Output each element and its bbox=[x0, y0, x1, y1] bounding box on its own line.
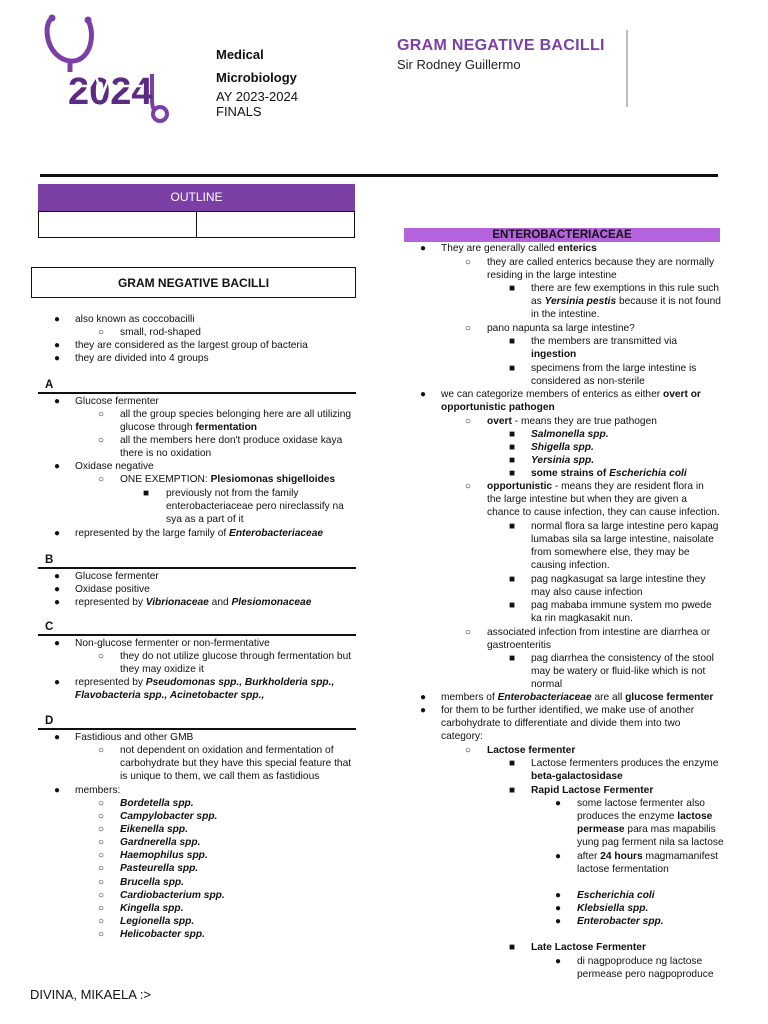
group-rule bbox=[38, 567, 356, 569]
bullet-square: ■ bbox=[509, 455, 516, 466]
course-line-2: Microbiology bbox=[216, 70, 297, 85]
text-line: the members are transmitted via bbox=[531, 336, 678, 347]
bullet-circle: ○ bbox=[465, 627, 472, 638]
bullet-disc: ● bbox=[555, 890, 562, 901]
course-title bbox=[216, 43, 297, 89]
section-title-highlight: ENTEROBACTERIACEAE bbox=[404, 228, 720, 242]
text-line: there are few exemptions in this rule such bbox=[531, 283, 719, 294]
text-line: lactose fermentation bbox=[577, 864, 669, 875]
member-item: Helicobacter spp. bbox=[120, 929, 205, 940]
bullet-circle: ○ bbox=[98, 824, 105, 835]
group-label-c: C bbox=[45, 621, 54, 633]
bullet-disc: ● bbox=[54, 584, 61, 595]
text-line: ka rin magkasakit nun. bbox=[531, 613, 633, 624]
text-line: permease para mas mapabilis bbox=[577, 824, 716, 835]
text-line: Late Lactose Fermenter bbox=[531, 942, 646, 953]
text-line: may also cause infection bbox=[531, 587, 643, 598]
text-line: carbohydrate but they have this special feature that bbox=[120, 758, 352, 769]
outline-title: OUTLINE bbox=[38, 184, 355, 211]
group-label-a: A bbox=[45, 379, 54, 391]
bullet-circle: ○ bbox=[98, 327, 105, 338]
bullet-square: ■ bbox=[509, 653, 516, 664]
text-line: they may oxidize it bbox=[120, 664, 204, 675]
member-item: Escherichia coli bbox=[577, 890, 655, 901]
group-rule bbox=[38, 728, 356, 730]
text-line: we can categorize members of enterics as either overt or bbox=[441, 389, 701, 400]
text-line: some lactose fermenter also bbox=[577, 798, 705, 809]
text-line: pag diarrhea the consistency of the stool bbox=[531, 653, 714, 664]
bullet-circle: ○ bbox=[98, 837, 105, 848]
text-line: pano napunta sa large intestine? bbox=[487, 323, 635, 334]
text-line: there is no oxidation bbox=[120, 448, 212, 459]
text-line: di nagpoproduce ng lactose bbox=[577, 956, 703, 967]
bullet-circle: ○ bbox=[98, 916, 105, 927]
bullet-square: ■ bbox=[509, 283, 516, 294]
text-line: represented by Pseudomonas spp., Burkholderia spp., bbox=[75, 677, 335, 688]
text-line: members of Enterobacteriaceae are all glucose fermenter bbox=[441, 692, 714, 703]
text-line: is unique to them, we call them as fastidious bbox=[120, 771, 320, 782]
text-line: members: bbox=[75, 785, 121, 796]
text-line: glucose through fermentation bbox=[120, 422, 258, 433]
text-line: opportunistic pathogen bbox=[441, 402, 555, 413]
bullet-circle: ○ bbox=[465, 416, 472, 427]
instructor-name: Sir Rodney Guillermo bbox=[397, 57, 521, 72]
bullet-square: ■ bbox=[509, 442, 516, 453]
text-line: the large intestine but when they are given a bbox=[487, 494, 687, 505]
text-line: Glucose fermenter bbox=[75, 571, 159, 582]
text-line: ingestion bbox=[531, 349, 577, 360]
outline-cell bbox=[196, 212, 354, 237]
bullet-circle: ○ bbox=[98, 745, 105, 756]
bullet-square: ■ bbox=[509, 574, 516, 585]
text-line: Lactose fermenters produces the enzyme bbox=[531, 758, 719, 769]
bullet-circle: ○ bbox=[98, 903, 105, 914]
text-line: lumabas sila sa large intestine, naisolate bbox=[531, 534, 714, 545]
bullet-disc: ● bbox=[54, 461, 61, 472]
text-line: opportunistic - means they are resident flora in bbox=[487, 481, 704, 492]
bullet-circle: ○ bbox=[98, 435, 105, 446]
member-item: Pasteurella spp. bbox=[120, 863, 199, 874]
text-line: represented by Vibrionaceae and Plesiomonaceae bbox=[75, 597, 312, 608]
text-line: residing in the large intestine bbox=[487, 270, 617, 281]
member-item: Campylobacter spp. bbox=[120, 811, 218, 822]
text-line: Rapid Lactose Fermenter bbox=[531, 785, 654, 796]
header-rule bbox=[40, 174, 718, 177]
member-item: Legionella spp. bbox=[120, 916, 195, 927]
bullet-square: ■ bbox=[509, 429, 516, 440]
bullet-disc: ● bbox=[420, 705, 427, 716]
text-line: carbohydrate to differentiate and divide them into two bbox=[441, 718, 681, 729]
text-line: from somewhere else, they may be bbox=[531, 547, 690, 558]
member-item: Enterobacter spp. bbox=[577, 916, 664, 927]
bullet-square: ■ bbox=[509, 758, 516, 769]
bullet-disc: ● bbox=[54, 785, 61, 796]
text-line: all the members here don't produce oxidase kaya bbox=[120, 435, 343, 446]
bullet-circle: ○ bbox=[98, 929, 105, 940]
text-line: They are generally called enterics bbox=[441, 243, 597, 254]
bullet-disc: ● bbox=[54, 732, 61, 743]
outline-table bbox=[38, 184, 355, 238]
bullet-disc: ● bbox=[54, 353, 61, 364]
bullet-square: ■ bbox=[509, 336, 516, 347]
text-line: not dependent on oxidation and fermentation of bbox=[120, 745, 334, 756]
text-line: Shigella spp. bbox=[531, 442, 594, 453]
svg-text:2024: 2024 bbox=[68, 71, 153, 113]
author-footer: DIVINA, MIKAELA :> bbox=[30, 987, 152, 1002]
text-line: overt - means they are true pathogen bbox=[487, 416, 657, 427]
text-line: for them to be further identified, we make use of another bbox=[441, 705, 695, 716]
bullet-disc: ● bbox=[420, 389, 427, 400]
bullet-circle: ○ bbox=[465, 257, 472, 268]
bullet-square: ■ bbox=[143, 488, 150, 499]
member-item: Brucella spp. bbox=[120, 877, 184, 888]
text-line: associated infection from intestine are diarrhea or bbox=[487, 627, 711, 638]
bullet-circle: ○ bbox=[465, 745, 472, 756]
text-line: small, rod-shaped bbox=[120, 327, 201, 338]
text-line: Non-glucose fermenter or non-fermentative bbox=[75, 638, 270, 649]
bullet-circle: ○ bbox=[98, 877, 105, 888]
bullet-circle: ○ bbox=[465, 481, 472, 492]
header-divider bbox=[626, 30, 628, 107]
course-line-1: Medical bbox=[216, 47, 264, 62]
bullet-disc: ● bbox=[54, 597, 61, 608]
bullet-circle: ○ bbox=[98, 409, 105, 420]
stethoscope-logo bbox=[40, 14, 172, 124]
text-line: Oxidase negative bbox=[75, 461, 154, 472]
bullet-disc: ● bbox=[555, 851, 562, 862]
text-line: category: bbox=[441, 731, 483, 742]
bullet-disc: ● bbox=[54, 340, 61, 351]
bullet-circle: ○ bbox=[465, 323, 472, 334]
text-line: all the group species belonging here are all utilizing bbox=[120, 409, 352, 420]
bullet-disc: ● bbox=[420, 243, 427, 254]
text-line: normal bbox=[531, 679, 563, 690]
text-line: after 24 hours magmamanifest bbox=[577, 851, 718, 862]
bullet-disc: ● bbox=[555, 916, 562, 927]
text-line: pag mababa immune system mo pwede bbox=[531, 600, 712, 611]
text-line: Oxidase positive bbox=[75, 584, 150, 595]
text-line: specimens from the large intestine is bbox=[531, 363, 697, 374]
text-line: they do not utilize glucose through fermentation but bbox=[120, 651, 352, 662]
bullet-circle: ○ bbox=[98, 798, 105, 809]
text-line: as Yersinia pestis because it is not found bbox=[531, 296, 721, 307]
bullet-disc: ● bbox=[555, 903, 562, 914]
text-line: Yersinia spp. bbox=[531, 455, 595, 466]
member-item: Eikenella spp. bbox=[120, 824, 188, 835]
text-line: beta-galactosidase bbox=[531, 771, 623, 782]
bullet-disc: ● bbox=[54, 571, 61, 582]
bullet-circle: ○ bbox=[98, 850, 105, 861]
section-title-box: GRAM NEGATIVE BACILLI bbox=[31, 267, 356, 298]
text-line: represented by the large family of Enterobacteriaceae bbox=[75, 528, 324, 539]
text-line: Lactose fermenter bbox=[487, 745, 576, 756]
text-line: some strains of Escherichia coli bbox=[531, 468, 687, 479]
text-line: yung pag ferment nila sa lactose bbox=[577, 837, 724, 848]
exam-period: FINALS bbox=[216, 104, 262, 119]
text-line: previously not from the family bbox=[166, 488, 299, 499]
bullet-disc: ● bbox=[420, 692, 427, 703]
text-line: chance to cause infection, they can cause infection. bbox=[487, 507, 720, 518]
member-item: Gardnerella spp. bbox=[120, 837, 201, 848]
group-label-b: B bbox=[45, 554, 54, 566]
bullet-square: ■ bbox=[509, 468, 516, 479]
member-item: Klebsiella spp. bbox=[577, 903, 649, 914]
text-line: permease pero nagpoproduce bbox=[577, 969, 714, 980]
bullet-disc: ● bbox=[54, 396, 61, 407]
member-item: Bordetella spp. bbox=[120, 798, 194, 809]
bullet-square: ■ bbox=[509, 785, 516, 796]
bullet-square: ■ bbox=[509, 942, 516, 953]
text-line: considered as non-sterile bbox=[531, 376, 645, 387]
text-line: sya as a part of it bbox=[166, 514, 244, 525]
bullet-square: ■ bbox=[509, 600, 516, 611]
member-item: Cardiobacterium spp. bbox=[120, 890, 225, 901]
text-line: Salmonella spp. bbox=[531, 429, 609, 440]
text-line: in the intestine. bbox=[531, 309, 600, 320]
text-line: enterobacteriaceae pero nireclassify na bbox=[166, 501, 344, 512]
text-line: Flavobacteria spp., Acinetobacter spp., bbox=[75, 690, 265, 701]
text-line: causing infection. bbox=[531, 560, 610, 571]
group-label-d: D bbox=[45, 715, 54, 727]
member-item: Haemophilus spp. bbox=[120, 850, 208, 861]
text-line: they are divided into 4 groups bbox=[75, 353, 209, 364]
bullet-disc: ● bbox=[555, 798, 562, 809]
bullet-disc: ● bbox=[54, 638, 61, 649]
text-line: may be watery or fluid-like which is not bbox=[531, 666, 706, 677]
text-line: pag nagkasugat sa large intestine they bbox=[531, 574, 706, 585]
bullet-disc: ● bbox=[54, 528, 61, 539]
text-line: Glucose fermenter bbox=[75, 396, 159, 407]
text-line: ONE EXEMPTION: Plesiomonas shigelloides bbox=[120, 474, 336, 485]
text-line: they are considered as the largest group of bacteria bbox=[75, 340, 308, 351]
outline-row bbox=[38, 211, 355, 238]
bullet-circle: ○ bbox=[98, 474, 105, 485]
text-line: gastroenteritis bbox=[487, 640, 551, 651]
bullet-circle: ○ bbox=[98, 890, 105, 901]
term-info bbox=[216, 89, 298, 119]
text-line: Fastidious and other GMB bbox=[75, 732, 194, 743]
bullet-square: ■ bbox=[509, 363, 516, 374]
group-rule bbox=[38, 392, 356, 394]
text-line: they are called enterics because they are normally bbox=[487, 257, 715, 268]
bullet-circle: ○ bbox=[98, 863, 105, 874]
academic-year: AY 2023-2024 bbox=[216, 89, 298, 104]
bullet-circle: ○ bbox=[98, 811, 105, 822]
group-rule bbox=[38, 634, 356, 636]
bullet-disc: ● bbox=[54, 314, 61, 325]
member-item: Kingella spp. bbox=[120, 903, 184, 914]
text-line: also known as coccobacilli bbox=[75, 314, 195, 325]
bullet-disc: ● bbox=[555, 956, 562, 967]
bullet-circle: ○ bbox=[98, 651, 105, 662]
bullet-square: ■ bbox=[509, 521, 516, 532]
text-line: produces the enzyme lactose bbox=[577, 811, 713, 822]
bullet-disc: ● bbox=[54, 677, 61, 688]
topic-title: GRAM NEGATIVE BACILLI bbox=[397, 37, 605, 54]
text-line: normal flora sa large intestine pero kapag bbox=[531, 521, 719, 532]
outline-cell bbox=[39, 212, 196, 237]
